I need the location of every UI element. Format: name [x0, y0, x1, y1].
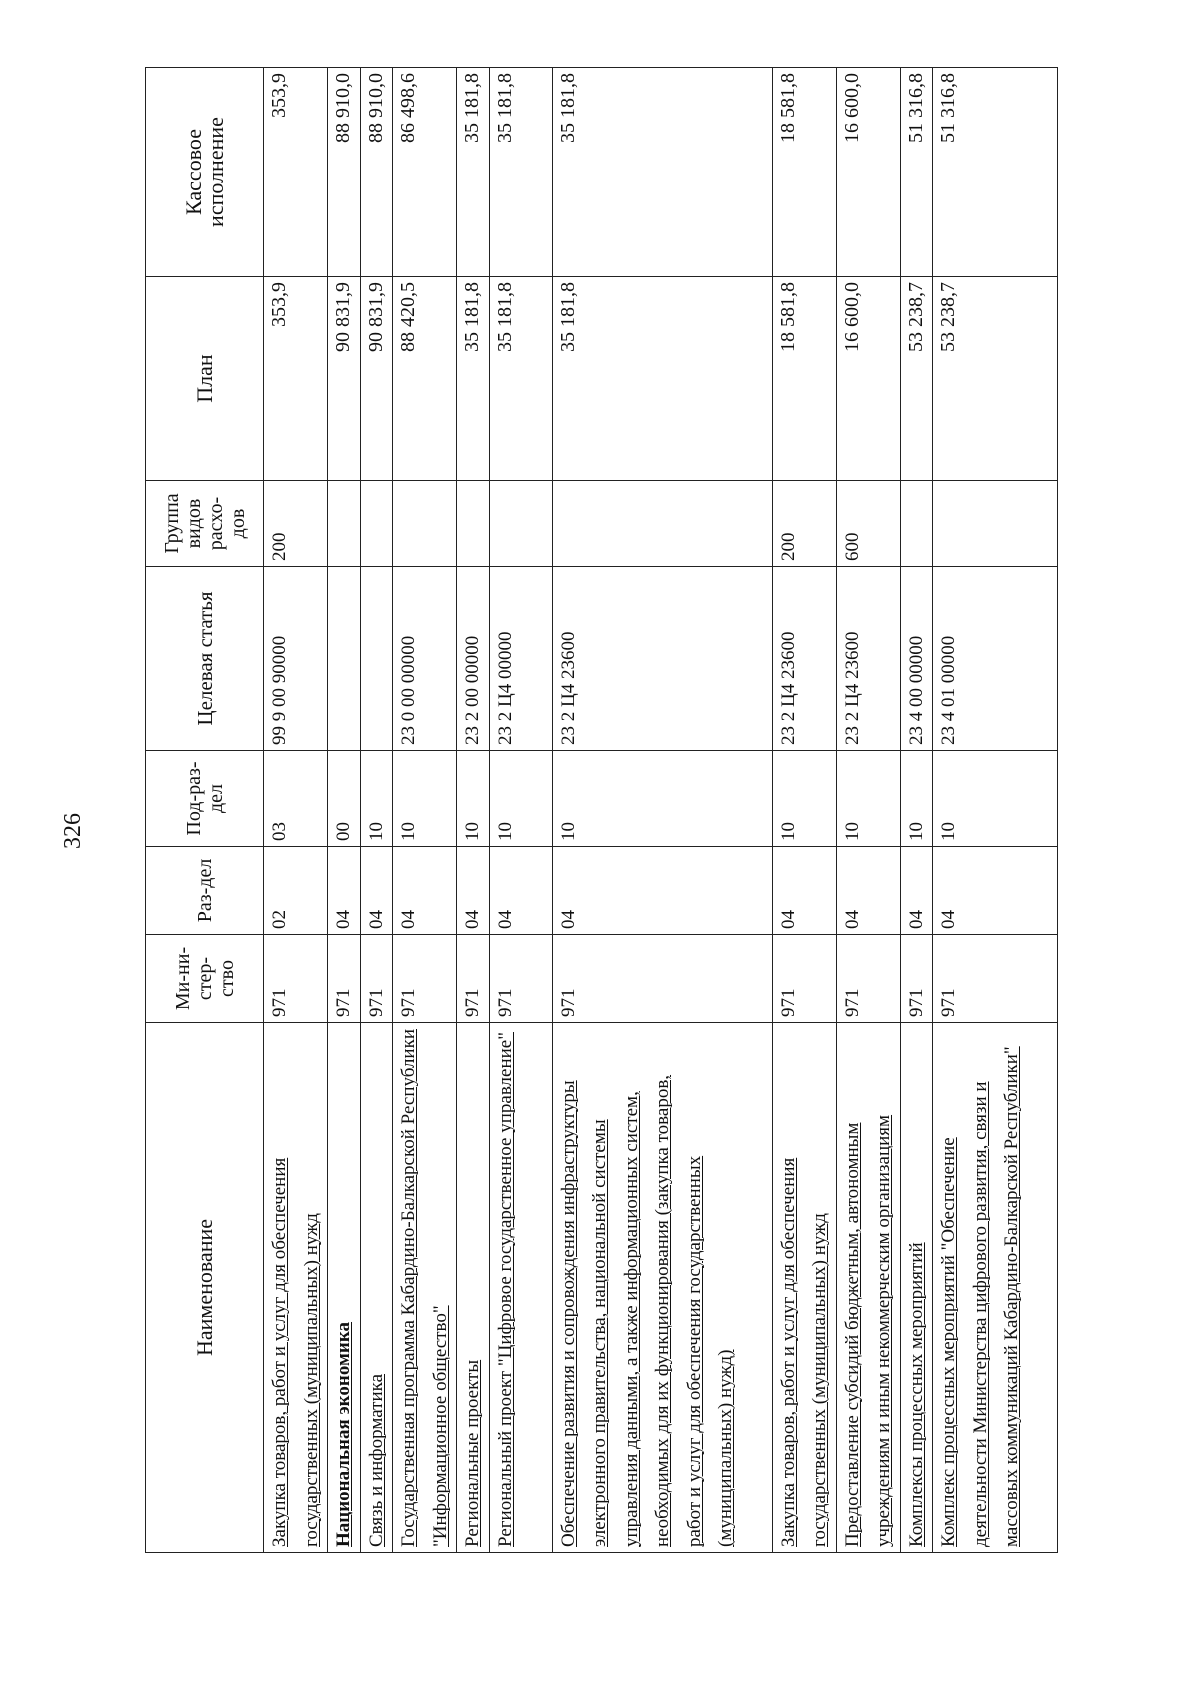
budget-table	[145, 67, 1058, 1553]
row-name: Предоставление субсидий бюджетным, автономным учреждениям и иным некоммерческим организациям	[836, 1023, 900, 1553]
row-name: Региональный проект "Цифровое государственное управление"	[489, 1023, 552, 1553]
row-plan: 90 831,9	[328, 277, 361, 481]
table-row	[552, 68, 772, 1553]
row-exec: 353,9	[264, 68, 328, 277]
row-ministry: 971	[836, 935, 900, 1023]
table-row	[328, 68, 361, 1553]
row-ministry: 971	[552, 935, 772, 1023]
table-row	[457, 68, 490, 1553]
row-target: 23 4 00 00000	[900, 567, 933, 751]
table-row	[393, 68, 457, 1553]
row-plan: 35 181,8	[489, 277, 552, 481]
page-number: 326	[60, 813, 86, 849]
table-row	[360, 68, 393, 1553]
row-subsection: 00	[328, 751, 361, 847]
row-section: 04	[933, 847, 1058, 935]
row-plan: 353,9	[264, 277, 328, 481]
row-ministry: 971	[360, 935, 393, 1023]
row-ministry: 971	[328, 935, 361, 1023]
row-group	[328, 481, 361, 567]
table-row	[836, 68, 900, 1553]
row-section: 04	[328, 847, 361, 935]
row-subsection: 10	[489, 751, 552, 847]
row-group: 600	[836, 481, 900, 567]
row-section: 04	[393, 847, 457, 935]
row-name: Закупка товаров, работ и услуг для обеспечения государственных (муниципальных) нужд	[772, 1023, 836, 1553]
row-group	[457, 481, 490, 567]
row-group	[393, 481, 457, 567]
row-subsection: 10	[900, 751, 933, 847]
row-exec: 16 600,0	[836, 68, 900, 277]
header-section: Раз-дел	[146, 847, 264, 935]
row-target	[328, 567, 361, 751]
row-ministry: 971	[393, 935, 457, 1023]
row-subsection: 10	[836, 751, 900, 847]
row-ministry: 971	[489, 935, 552, 1023]
row-subsection: 10	[393, 751, 457, 847]
row-target: 23 2 Ц4 23600	[836, 567, 900, 751]
header-target: Целевая статья	[146, 567, 264, 751]
header-plan: План	[146, 277, 264, 481]
row-name: Национальная экономика	[328, 1023, 361, 1553]
row-exec: 35 181,8	[489, 68, 552, 277]
header-name: Наименование	[146, 1023, 264, 1553]
row-section: 04	[772, 847, 836, 935]
table-row	[264, 68, 328, 1553]
row-group	[360, 481, 393, 567]
row-ministry: 971	[933, 935, 1058, 1023]
row-target	[360, 567, 393, 751]
row-exec: 86 498,6	[393, 68, 457, 277]
row-section: 04	[457, 847, 490, 935]
table-row	[489, 68, 552, 1553]
row-subsection: 10	[772, 751, 836, 847]
row-subsection: 10	[360, 751, 393, 847]
row-section: 04	[489, 847, 552, 935]
row-plan: 35 181,8	[552, 277, 772, 481]
row-subsection: 10	[457, 751, 490, 847]
row-name: Закупка товаров, работ и услуг для обеспечения государственных (муниципальных) нужд	[264, 1023, 328, 1553]
row-subsection: 10	[552, 751, 772, 847]
row-exec: 88 910,0	[328, 68, 361, 277]
row-exec: 51 316,8	[900, 68, 933, 277]
row-group: 200	[772, 481, 836, 567]
header-exec: Кассовое исполнение	[146, 68, 264, 277]
row-name: Связь и информатика	[360, 1023, 393, 1553]
row-exec: 51 316,8	[933, 68, 1058, 277]
row-plan: 18 581,8	[772, 277, 836, 481]
row-plan: 53 238,7	[900, 277, 933, 481]
row-section: 04	[552, 847, 772, 935]
row-target: 23 2 Ц4 23600	[772, 567, 836, 751]
row-exec: 35 181,8	[552, 68, 772, 277]
row-exec: 18 581,8	[772, 68, 836, 277]
table-row	[900, 68, 933, 1553]
row-name: Обеспечение развития и сопровождения инфраструктуры электронного правительства, национальной системы управления данными, а также информационных систем, необходимых для их функционирования (закупка товаров, работ и услуг для обеспечения государственных (муниципальных) нужд)	[552, 1023, 772, 1553]
row-group	[489, 481, 552, 567]
table-row	[933, 68, 1058, 1553]
row-ministry: 971	[772, 935, 836, 1023]
row-plan: 88 420,5	[393, 277, 457, 481]
row-target: 23 4 01 00000	[933, 567, 1058, 751]
row-exec: 35 181,8	[457, 68, 490, 277]
header-group: Группа видов расхо-дов	[146, 481, 264, 567]
row-name: Региональные проекты	[457, 1023, 490, 1553]
row-group	[900, 481, 933, 567]
row-name: Государственная программа Кабардино-Балкарской Республики "Информационное общество"	[393, 1023, 457, 1553]
row-target: 23 2 Ц4 23600	[552, 567, 772, 751]
row-group	[933, 481, 1058, 567]
table-row	[772, 68, 836, 1553]
row-plan: 90 831,9	[360, 277, 393, 481]
table-header-row	[146, 68, 264, 1553]
row-subsection: 10	[933, 751, 1058, 847]
header-ministry: Ми-ни-стер-ство	[146, 935, 264, 1023]
row-target: 23 2 00 00000	[457, 567, 490, 751]
row-section: 04	[360, 847, 393, 935]
row-section: 04	[900, 847, 933, 935]
row-section: 04	[836, 847, 900, 935]
row-subsection: 03	[264, 751, 328, 847]
row-plan: 53 238,7	[933, 277, 1058, 481]
row-exec: 88 910,0	[360, 68, 393, 277]
row-target: 23 0 00 00000	[393, 567, 457, 751]
row-ministry: 971	[264, 935, 328, 1023]
row-group	[552, 481, 772, 567]
row-plan: 16 600,0	[836, 277, 900, 481]
row-name: Комплекс процессных мероприятий "Обеспечение деятельности Министерства цифрового развития, связи и массовых коммуникаций Кабардино-Балкарской Республики"	[933, 1023, 1058, 1553]
row-target: 99 9 00 90000	[264, 567, 328, 751]
rotated-table-container	[145, 68, 1033, 1553]
header-subsection: Под-раз-дел	[146, 751, 264, 847]
row-plan: 35 181,8	[457, 277, 490, 481]
row-group: 200	[264, 481, 328, 567]
row-name: Комплексы процессных мероприятий	[900, 1023, 933, 1553]
row-ministry: 971	[457, 935, 490, 1023]
row-target: 23 2 Ц4 00000	[489, 567, 552, 751]
row-ministry: 971	[900, 935, 933, 1023]
row-section: 02	[264, 847, 328, 935]
